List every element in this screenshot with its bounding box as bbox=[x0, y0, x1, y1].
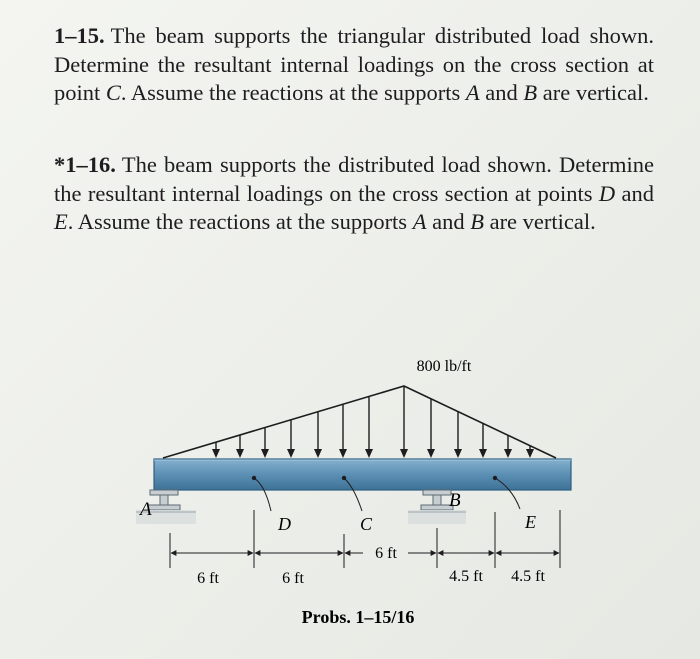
dim-label-b-e: 4.5 ft bbox=[449, 568, 483, 585]
load-intensity-label: 800 lb/ft bbox=[416, 358, 472, 375]
text-run: . Assume the reactions at the supports bbox=[67, 209, 413, 234]
load-arrow-head bbox=[287, 449, 295, 458]
point-b-label: B bbox=[449, 490, 461, 511]
load-arrow-head bbox=[479, 449, 487, 458]
point-e-label: E bbox=[525, 512, 536, 532]
load-arrow-head bbox=[454, 449, 462, 458]
point-symbol: D bbox=[598, 180, 616, 206]
figure-caption: Probs. 1–15/16 bbox=[301, 607, 415, 627]
load-arrow-head bbox=[526, 449, 534, 458]
point-symbol: B bbox=[523, 80, 538, 105]
text-run: The beam supports the triangular distributed load shown. Determine the resultant internal loadings on the cross section at point bbox=[54, 23, 654, 105]
point-d-label: D bbox=[278, 514, 291, 534]
problem-number: 1–15. bbox=[54, 23, 105, 48]
text-run: The beam supports the distributed load shown. Determine the resultant internal loadings on the cross section at points bbox=[54, 152, 654, 206]
text-run: . Assume the reactions at the supports bbox=[120, 80, 466, 105]
point-symbol: A bbox=[465, 80, 480, 105]
load-arrow-head bbox=[339, 449, 347, 458]
load-arrow-head bbox=[261, 449, 269, 458]
load-arrow-head bbox=[504, 449, 512, 458]
point-symbol: A bbox=[412, 209, 427, 234]
load-arrow-head bbox=[427, 449, 435, 458]
load-distribution-outline bbox=[163, 386, 556, 458]
text-run: and bbox=[479, 80, 524, 105]
text-run: are vertical. bbox=[537, 80, 649, 105]
load-arrow-head bbox=[400, 449, 408, 458]
load-arrow-head bbox=[365, 449, 373, 458]
dim-label-a-d: 6 ft bbox=[197, 570, 219, 587]
point-c-label: C bbox=[360, 514, 373, 534]
beam bbox=[154, 459, 571, 490]
point-symbol: C bbox=[105, 80, 121, 105]
problem-number: *1–16. bbox=[54, 152, 116, 177]
load-arrows bbox=[212, 386, 534, 458]
point-a-label: A bbox=[140, 499, 152, 520]
load-arrow-head bbox=[314, 449, 322, 458]
point-symbol: E bbox=[54, 209, 68, 234]
dim-label-d-c: 6 ft bbox=[282, 570, 304, 587]
text-run: and bbox=[615, 180, 654, 206]
dim-label-c-b: 6 ft bbox=[375, 545, 397, 562]
text-run: and bbox=[426, 209, 471, 234]
dim-label-e-end: 4.5 ft bbox=[511, 568, 545, 585]
load-arrow-head bbox=[212, 449, 220, 458]
point-symbol: B bbox=[470, 209, 484, 234]
load-arrow-head bbox=[236, 449, 244, 458]
text-run: are vertical. bbox=[483, 209, 596, 234]
